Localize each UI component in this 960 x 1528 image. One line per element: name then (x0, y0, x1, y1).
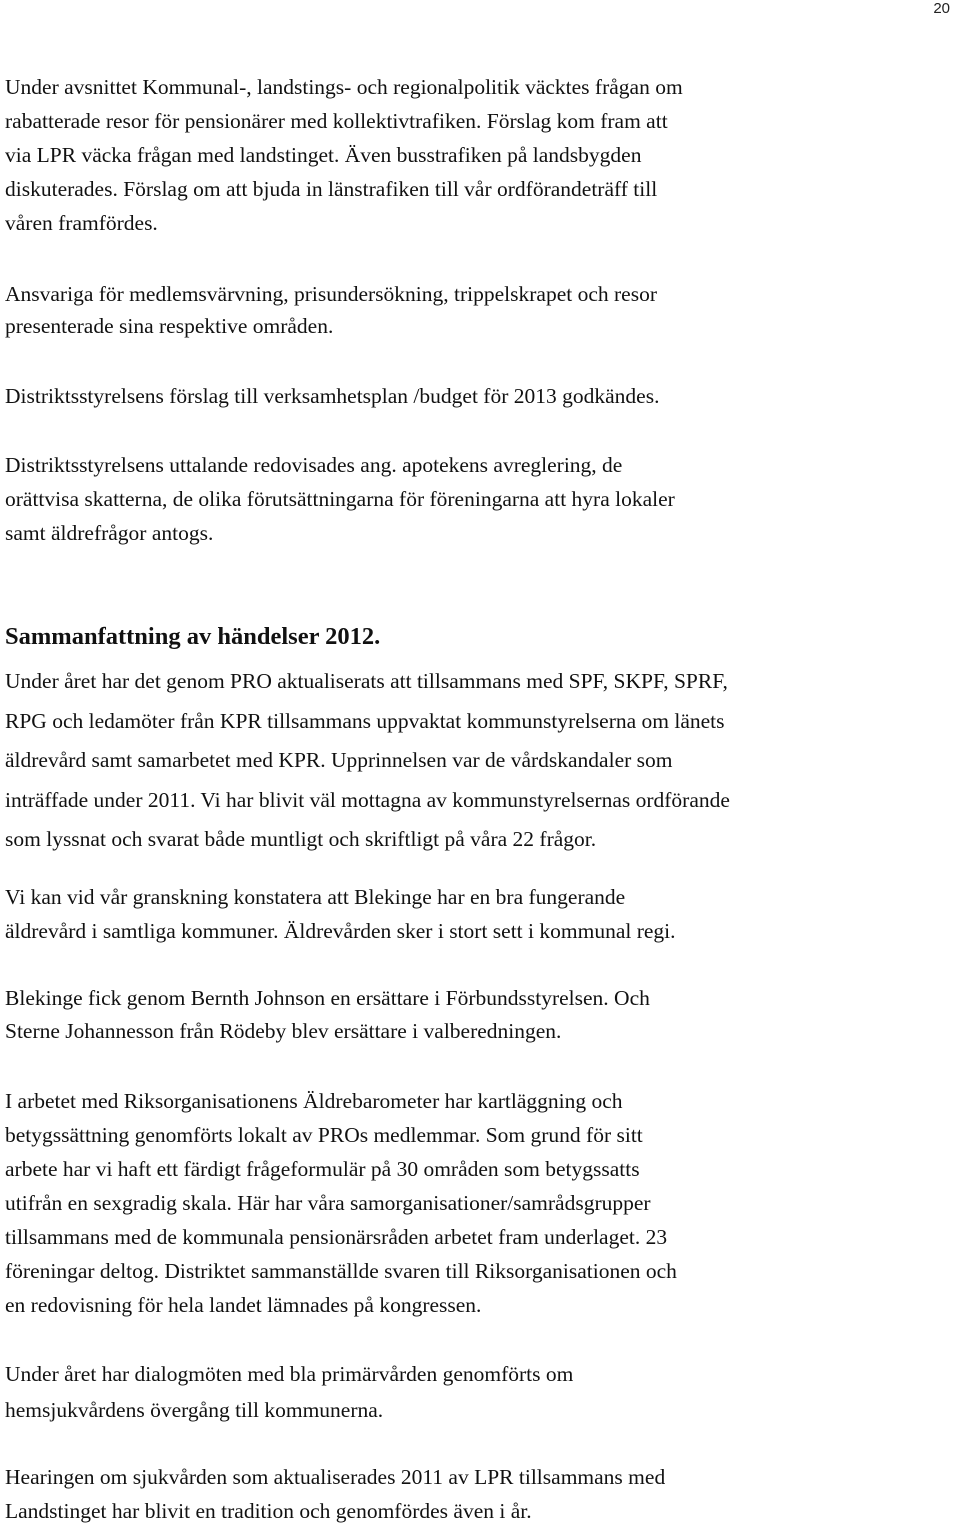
paragraph-dialogue-meetings (5, 1356, 573, 1428)
text-line: RPG och ledamöter från KPR tillsammans uppvaktat kommunstyrelserna om länets (5, 708, 725, 733)
text-line: Distriktsstyrelsens uttalande redovisades ang. apotekens avreglering, de (5, 453, 623, 477)
text-line: föreningar deltog. Distriktet sammanställde svaren till Riksorganisationen och (5, 1259, 677, 1283)
text-line: utifrån en sexgradig skala. Här har våra samorganisationer/samrådsgrupper (5, 1191, 651, 1215)
text-line: inträffade under 2011. Vi har blivit väl mottagna av kommunstyrelsernas ordförande (5, 787, 730, 812)
text-line: Under året har dialogmöten med bla primärvården genomförts om (5, 1362, 574, 1386)
text-line: diskuterades. Förslag om att bjuda in länstrafiken till vår ordförandeträff till (5, 177, 658, 201)
paragraph-elderly-care-review (5, 880, 676, 948)
text-line: Under året har det genom PRO aktualiserats att tillsammans med SPF, SKPF, SPRF, (5, 669, 728, 693)
text-line: samt äldrefrågor antogs. (5, 521, 214, 545)
text-line: hemsjukvårdens övergång till kommunerna. (5, 1398, 384, 1422)
text-line: via LPR väcka frågan med landstinget. Även busstrafiken på landsbygden (5, 143, 642, 167)
paragraph-regional-politics (5, 70, 683, 240)
paragraph-board-substitutes (5, 982, 650, 1048)
text-line: Landstinget har blivit en tradition och genomfördes även i år. (5, 1499, 532, 1523)
text-line: Sterne Johannesson från Rödeby blev ersättare i valberedningen. (5, 1019, 562, 1043)
text-line: Vi kan vid vår granskning konstatera att Blekinge har en bra fungerande (5, 885, 626, 909)
paragraph-hearing (5, 1460, 665, 1528)
text-line: rabatterade resor för pensionärer med kollektivtrafiken. Förslag kom fram att (5, 109, 668, 133)
text-line: betygssättning genomförts lokalt av PROs medlemmar. Som grund för sitt (5, 1123, 643, 1147)
paragraph-responsibilities (5, 278, 657, 342)
text-line: äldrevård i samtliga kommuner. Äldrevården sker i stort sett i kommunal regi. (5, 919, 676, 943)
text-line: Under avsnittet Kommunal-, landstings- och regionalpolitik väcktes frågan om (5, 75, 683, 99)
paragraph-joint-advocacy (5, 662, 730, 860)
text-line: en redovisning för hela landet lämnades på kongressen. (5, 1293, 482, 1317)
page-number: 20 (933, 0, 950, 17)
text-line: Distriktsstyrelsens förslag till verksamhetsplan /budget för 2013 godkändes. (5, 384, 660, 408)
text-line: Ansvariga för medlemsvärvning, prisundersökning, trippelskrapet och resor (5, 282, 658, 306)
text-line: våren framfördes. (5, 211, 158, 235)
text-line: I arbetet med Riksorganisationens Äldrebarometer har kartläggning och (5, 1089, 623, 1113)
text-line: orättvisa skatterna, de olika förutsättningarna för föreningarna att hyra lokaler (5, 487, 675, 511)
text-line: arbete har vi haft ett färdigt frågeformulär på 30 områden som betygssatts (5, 1157, 640, 1181)
text-line: tillsammans med de kommunala pensionärsråden arbetet fram underlaget. 23 (5, 1225, 668, 1249)
text-line: som lyssnat och svarat både muntligt och skriftligt på våra 22 frågor. (5, 827, 597, 851)
paragraph-statement (5, 448, 675, 550)
paragraph-budget (5, 380, 659, 412)
text-line: äldrevård samt samarbetet med KPR. Upprinnelsen var de vårdskandaler som (5, 748, 673, 772)
text-line: Hearingen om sjukvården som aktualiserades 2011 av LPR tillsammans med (5, 1465, 666, 1489)
text-line: presenterade sina respektive områden. (5, 314, 334, 338)
paragraph-elderly-barometer (5, 1084, 677, 1322)
text-line: Blekinge fick genom Bernth Johnson en ersättare i Förbundsstyrelsen. Och (5, 986, 650, 1010)
section-heading: Sammanfattning av händelser 2012. (5, 623, 381, 650)
